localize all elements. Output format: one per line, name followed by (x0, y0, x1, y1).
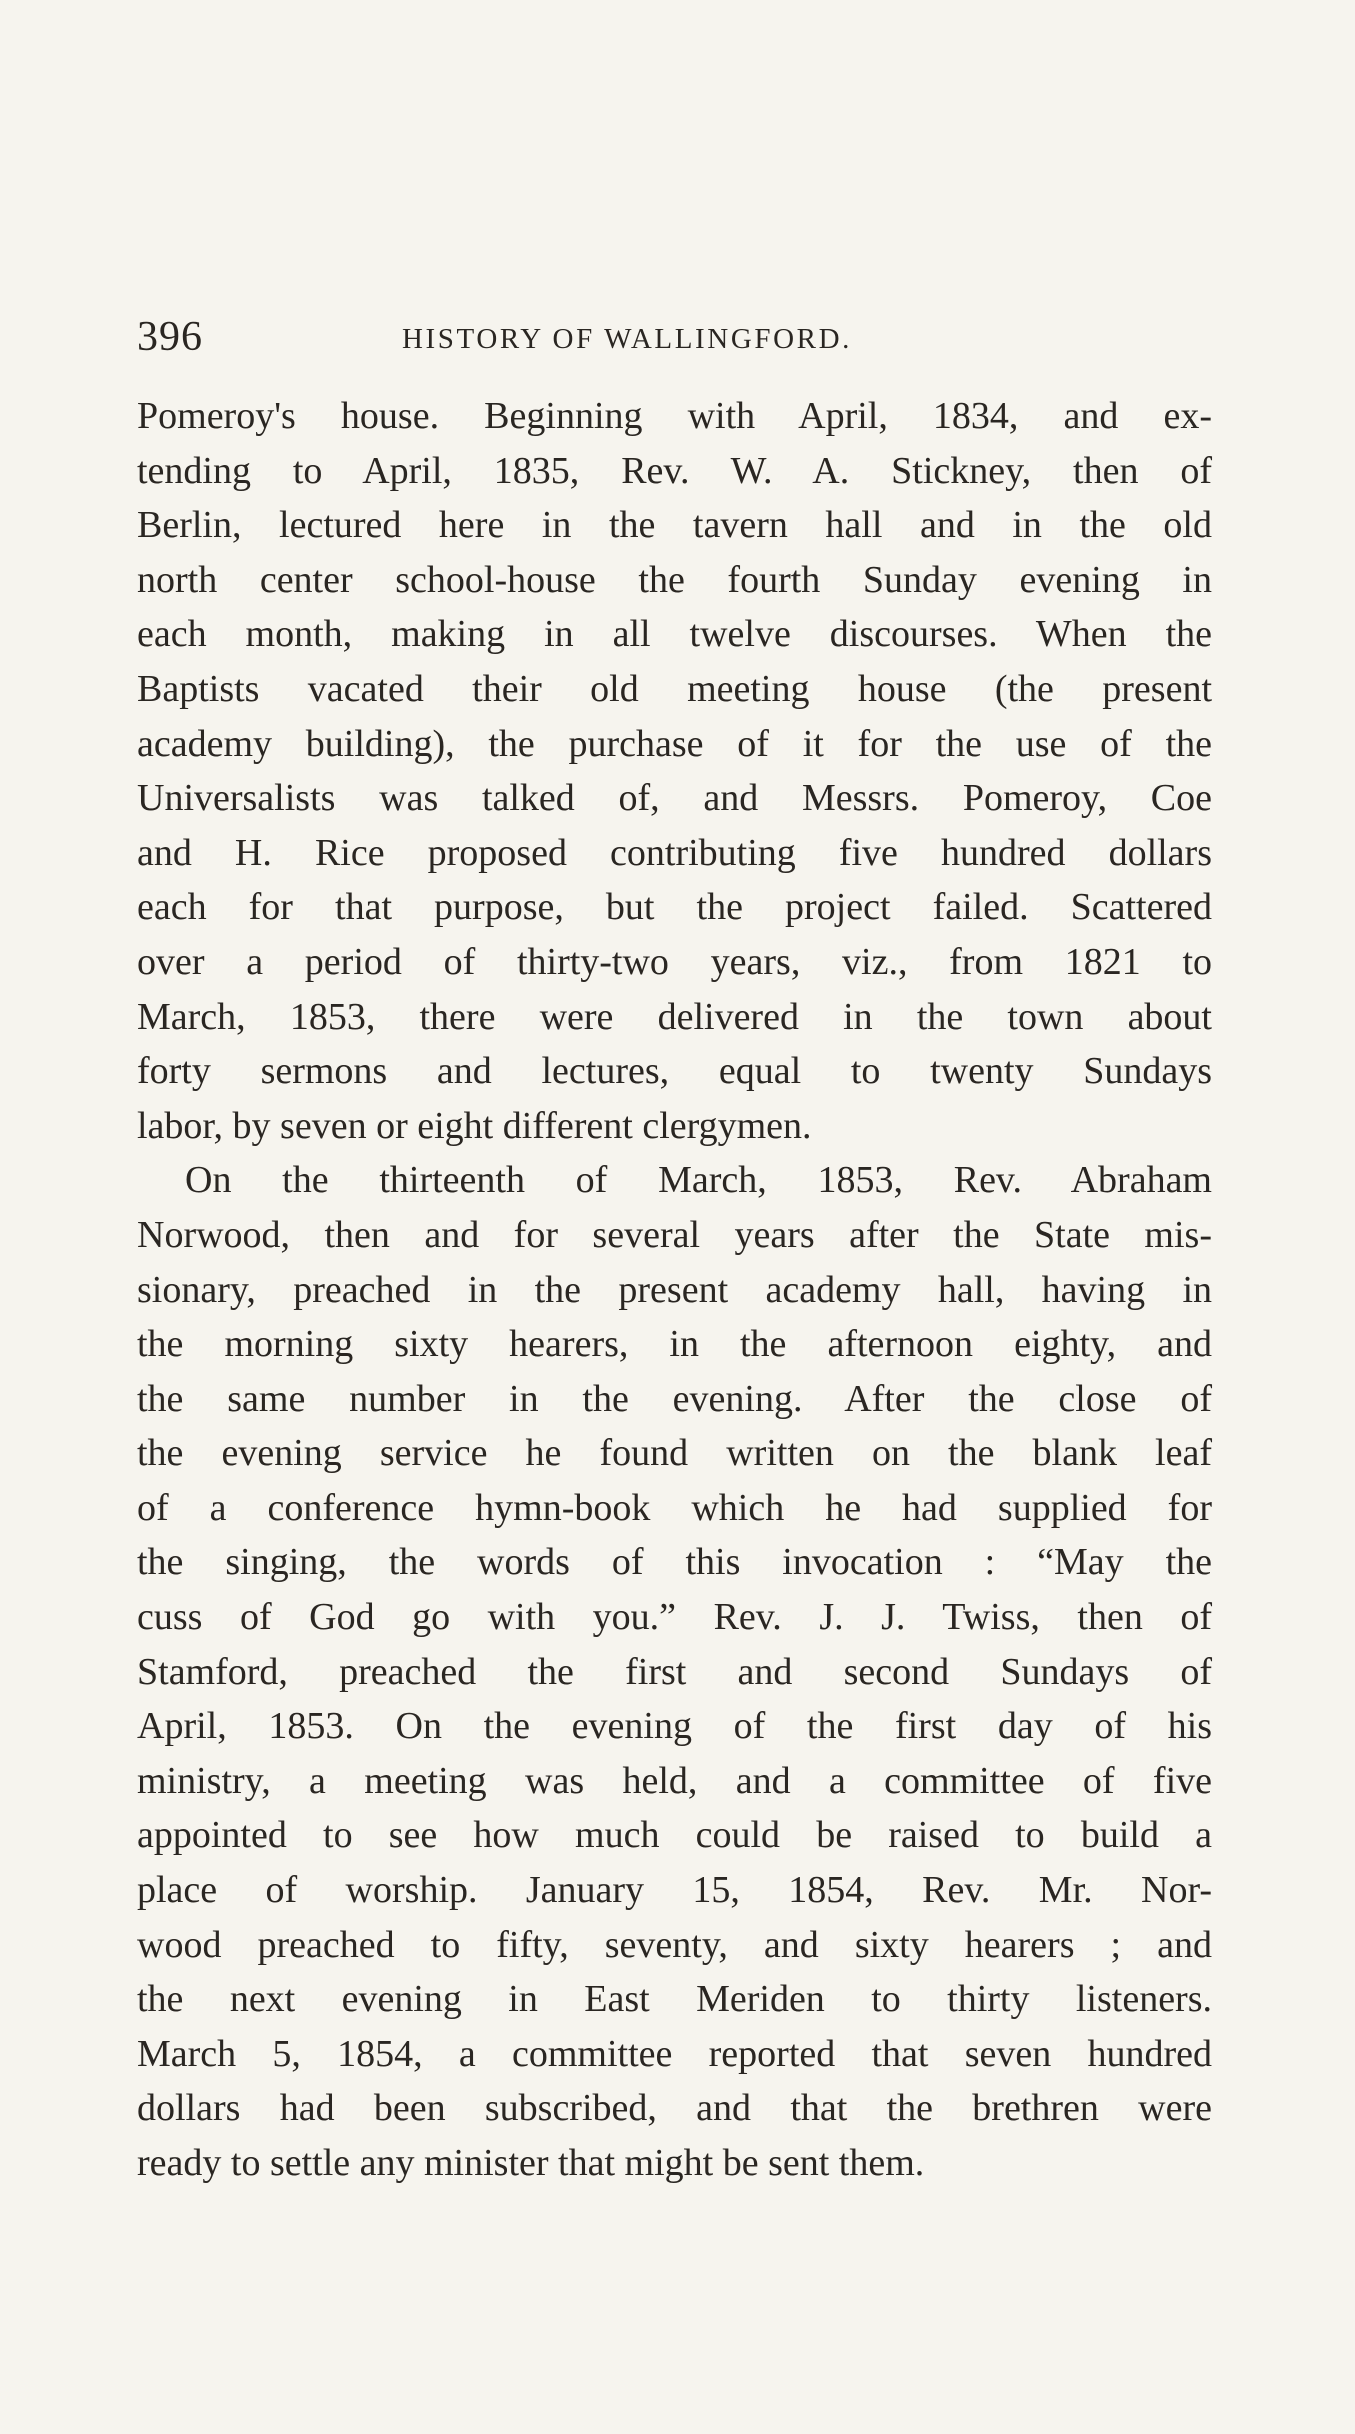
text-line: of a conference hymn-book which he had supplied for (137, 1486, 1212, 1529)
text-line: academy building), the purchase of it for the use of the (137, 722, 1212, 765)
text-line: On the thirteenth of March, 1853, Rev. Abraham (185, 1159, 1212, 1202)
text-line: Stamford, preached the first and second Sundays of (137, 1650, 1212, 1693)
text-line: the morning sixty hearers, in the afternoon eighty, and (137, 1323, 1212, 1366)
running-head (137, 310, 1212, 364)
text-line: the next evening in East Meriden to thirty listeners. (137, 1978, 1212, 2021)
text-line: wood preached to fifty, seventy, and sixty hearers ; and (137, 1923, 1212, 1966)
text-line: March 5, 1854, a committee reported that seven hundred (137, 2032, 1212, 2075)
running-title: HISTORY OF WALLINGFORD. (402, 323, 852, 355)
text-line: forty sermons and lectures, equal to twenty Sundays (137, 1050, 1212, 1093)
page-number: 396 (137, 314, 203, 360)
text-line: the same number in the evening. After the close of (137, 1377, 1212, 1420)
body-text (137, 389, 1212, 2191)
text-line: cuss of God go with you.” Rev. J. J. Twiss, then of (137, 1596, 1212, 1639)
text-line: each for that purpose, but the project failed. Scattered (137, 886, 1212, 929)
text-line: over a period of thirty-two years, viz., from 1821 to (137, 940, 1212, 983)
text-line: the evening service he found written on the blank leaf (137, 1432, 1212, 1475)
text-line: ready to settle any minister that might be sent them. (137, 2142, 925, 2184)
text-line: place of worship. January 15, 1854, Rev. Mr. Nor- (137, 1869, 1212, 1912)
text-line: each month, making in all twelve discourses. When the (137, 613, 1212, 656)
text-line: Pomeroy's house. Beginning with April, 1834, and ex- (137, 395, 1212, 437)
text-line: Baptists vacated their old meeting house (the present (137, 667, 1212, 710)
text-line: April, 1853. On the evening of the first day of his (137, 1705, 1212, 1748)
text-line: Norwood, then and for several years after the State mis- (137, 1213, 1212, 1256)
paragraph-2 (137, 1153, 1212, 2190)
text-line: ministry, a meeting was held, and a committee of five (137, 1759, 1212, 1802)
text-line: Berlin, lectured here in the tavern hall and in the old (137, 504, 1212, 547)
text-line: tending to April, 1835, Rev. W. A. Stickney, then of (137, 449, 1212, 492)
text-line: north center school-house the fourth Sunday evening in (137, 558, 1212, 601)
text-line: appointed to see how much could be raised to build a (137, 1814, 1212, 1857)
text-line: dollars had been subscribed, and that the brethren were (137, 2087, 1212, 2130)
text-line: labor, by seven or eight different clergymen. (137, 1104, 812, 1147)
text-line: the singing, the words of this invocation : “May the (137, 1541, 1212, 1584)
text-line: and H. Rice proposed contributing five hundred dollars (137, 831, 1212, 874)
paragraph-1 (137, 389, 1212, 1153)
text-line: sionary, preached in the present academy hall, having in (137, 1268, 1212, 1311)
text-line: Universalists was talked of, and Messrs. Pomeroy, Coe (137, 777, 1212, 820)
text-line: March, 1853, there were delivered in the town about (137, 995, 1212, 1038)
